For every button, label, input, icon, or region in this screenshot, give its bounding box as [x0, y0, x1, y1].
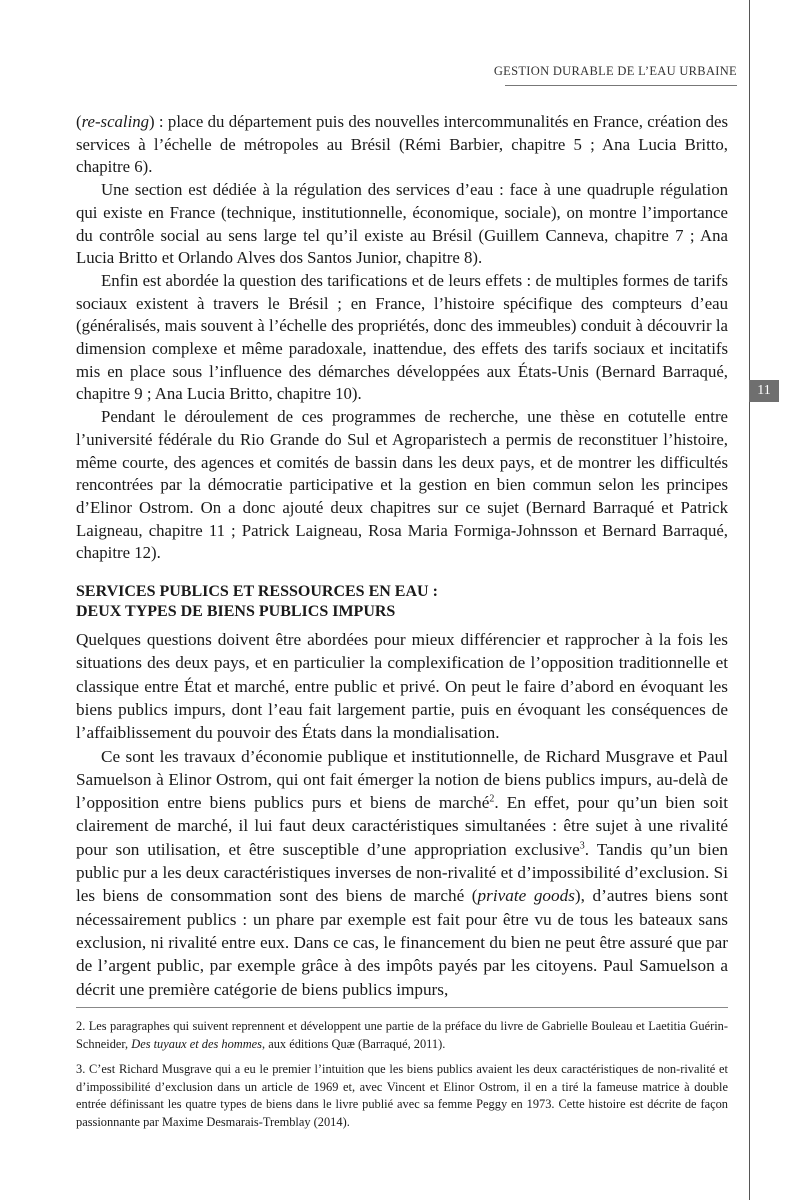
footnote-2-book-title: Des tuyaux et des hommes	[131, 1036, 263, 1051]
paragraph-3: Enfin est abordée la question des tarifications et de leurs effets : de multiples formes de tarifs sociaux existent à travers le Brésil ; en France, l’histoire spécifique des compteurs d’eau (généralisés, mais souvent à l’échelle des propriétés, donc des immeubles) conduit à découvrir la dimension complexe et même paradoxale, inattendue, des effets des tarifs sociaux et incitatifs mis en place sous l’influence des démarches développées aux États-Unis (Bernard Barraqué, chapitre 9 ; Ana Lucia Britto, chapitre 10).	[76, 270, 728, 404]
running-head: GESTION DURABLE DE L’EAU URBAINE	[493, 64, 737, 78]
paragraph-6-part-d: ), d’autres biens sont nécessairement publics : un phare par exemple est fait pour être vu de tous les bateaux sans exclusion, ni rivalité entre eux. Dans ce cas, le financement du bien ne peut être assuré que par de l’argent public, par exemple grâce à des impôts payés par les citoyens. Paul Samuelson a décrit une première catégorie de biens publics impurs,	[76, 886, 729, 999]
footnote-2	[76, 1018, 728, 1053]
running-head-rule	[505, 85, 737, 86]
page-number: 11	[757, 383, 771, 398]
paragraph-6-part-a: Ce sont les travaux d’économie publique et institutionnelle, de Richard Musgrave et Paul Samuelson à Elinor Ostrom, qui ont fait émerger la notion de biens publics impurs, au-delà de l’opposition entre biens publics purs et biens de marché	[76, 746, 728, 813]
paragraph-6	[76, 745, 728, 1001]
paragraph-2: Une section est dédiée à la régulation des services d’eau : face à une quadruple régulation qui existe en France (technique, institutionnelle, économique, sociale), on montre l’importance du contrôle social au sens large tel qu’il existe au Brésil (Guillem Canneva, chapitre 7 ; Ana Lucia Britto et Orlando Alves dos Santos Junior, chapitre 8).	[76, 180, 728, 268]
paragraph-5: Quelques questions doivent être abordées pour mieux différencier et rapprocher à la fois les situations des deux pays, et en particulier la complexification de l’opposition traditionnelle et classique entre État et marché, entre public et privé. On peut le faire d’abord en évoquant les biens publics impurs, dont l’eau fait largement partie, puis en évoquant les conséquences de l’affaiblissement du pouvoir des États dans la mondialisation.	[76, 630, 728, 743]
footnote-ref-3[interactable]: 3	[579, 840, 585, 851]
paragraph-6-part-c: . Tandis qu’un bien public pur a les deux caractéristiques inverses de non-rivalité et d’impossibilité d’exclusion. Si les biens de consommation sont des biens de marché (	[76, 839, 728, 906]
footnotes	[76, 1018, 728, 1139]
page-number-tab	[749, 380, 779, 402]
footnote-3: 3. C’est Richard Musgrave qui a eu le premier l’intuition que les biens publics avaient les deux caractéristiques de non-rivalité et d’impossibilité d’exclusion dans un article de 1969 et, avec Vincent et Elinor Ostrom, il en a tiré la fameuse matrice à double entrée définissant les quatre types de biens dans le livre publié avec sa femme Peggy en 1973. Cette histoire est décrite de façon passionnante par Maxime Desmarais-Tremblay (2014).	[76, 1062, 728, 1129]
paragraph-1: (re-scaling) : place du département puis des nouvelles intercommunalités en France, création des services à l’échelle de métropoles au Brésil (Rémi Barbier, chapitre 5 ; Ana Lucia Britto, chapitre 6).	[76, 112, 728, 177]
private-goods-term: private goods	[477, 886, 575, 906]
section-heading-line-2: DEUX TYPES DE BIENS PUBLICS IMPURS	[76, 603, 396, 621]
page-edge-line	[749, 0, 750, 1200]
section-heading-line-1: SERVICES PUBLICS ET RESSOURCES EN EAU :	[76, 583, 438, 601]
footnote-2-part-a: 2. Les paragraphes qui suivent reprennent et développent une partie de la préface du livre de Gabrielle Bouleau et Laetitia Guérin-Schneider,	[76, 1019, 728, 1051]
footnote-2-part-b: , aux éditions Quæ (Barraqué, 2011).	[262, 1036, 446, 1051]
body-text	[76, 111, 728, 1001]
footnote-ref-2[interactable]: 2	[489, 793, 495, 805]
footnote-rule	[76, 1007, 728, 1008]
paragraph-1-text: ) : place du département puis des nouvelles intercommunalités en France, création des services à l’échelle de métropoles au Brésil (Rémi Barbier, chapitre 5 ; Ana Lucia Britto, chapitre 6).	[76, 112, 728, 177]
paragraph-6-part-b: . En effet, pour qu’un bien soit clairement de marché, il lui faut deux caractéristiques simultanées : être sujet à une rivalité pour son utilisation, et être susceptible d’une appropriation exclusive	[76, 793, 728, 859]
rescaling-term: re-scaling	[81, 112, 150, 131]
section-heading	[76, 582, 728, 622]
paragraph-4: Pendant le déroulement de ces programmes de recherche, une thèse en cotutelle entre l’université fédérale du Rio Grande do Sul et Agroparistech a permis de reconstituer l’histoire, même courte, des agences et comités de bassin dans les deux pays, et de montrer les difficultés rencontrées par la démocratie participative et la gestion en bien commun selon les principes d’Elinor Ostrom. On a donc ajouté deux chapitres sur ce sujet (Bernard Barraqué et Patrick Laigneau, chapitre 11 ; Patrick Laigneau, Rosa Maria Formiga-Johnsson et Bernard Barraqué, chapitre 12).	[76, 407, 728, 563]
